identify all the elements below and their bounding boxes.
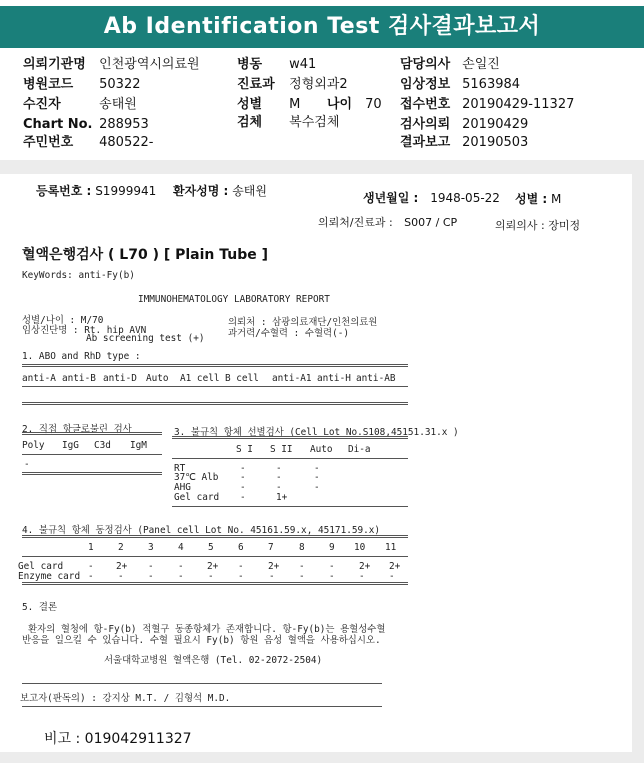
dob-row: [363, 189, 500, 206]
abo-col: anti-A: [22, 373, 56, 384]
dob-value: 1948-05-22: [430, 191, 500, 205]
sex-age-line: 성별/나이 : M/70: [22, 315, 104, 326]
screen-col: Auto: [310, 444, 333, 455]
rule: [172, 458, 408, 459]
header-label: 주민번호: [23, 135, 74, 150]
screen-cell: -: [276, 482, 282, 493]
s2-title: 2. 직접 항글로불린 검사: [22, 424, 132, 435]
header-value: 20190429-11327: [462, 97, 575, 112]
rule: [22, 454, 162, 455]
dat-col: IgM: [130, 440, 147, 451]
screen-cell: -: [240, 492, 246, 503]
panel-cell: -: [118, 571, 124, 582]
screen-row-name: 37℃ Alb: [174, 472, 219, 483]
panel-col: 8: [299, 542, 305, 553]
report-heading: IMMUNOHEMATOLOGY LABORATORY REPORT: [138, 294, 330, 305]
keywords: KeyWords: anti-Fy(b): [22, 270, 135, 281]
header-label: 접수번호: [400, 97, 451, 112]
patient-name-row: [173, 182, 267, 199]
right-margin-band: [632, 174, 644, 763]
panel-cell: -: [359, 571, 365, 582]
header-label: 담당의사: [400, 57, 451, 72]
panel-cell: -: [178, 561, 184, 572]
abo-col: A1 cell: [180, 373, 220, 384]
panel-cell: -: [88, 561, 94, 572]
rule: [22, 364, 408, 367]
patient-label: 환자성명 :: [173, 184, 229, 198]
header-label: 나이: [327, 97, 353, 112]
reg-label: 등록번호 :: [36, 184, 92, 198]
header-label: 검사의뢰: [400, 117, 451, 132]
panel-col: 2: [118, 542, 124, 553]
panel-cell: -: [208, 571, 214, 582]
note-label: 비고 :: [44, 731, 81, 747]
screen-cell: -: [314, 472, 320, 483]
panel-row-name: Gel card: [18, 561, 64, 572]
panel-col: 1: [88, 542, 94, 553]
screen-cell: -: [240, 482, 246, 493]
screen-cell: -: [240, 463, 246, 474]
doctor-row: [495, 217, 580, 233]
abo-col: anti-AB: [356, 373, 396, 384]
panel-cell: -: [299, 571, 305, 582]
header-value: 복수검체: [289, 115, 340, 130]
header-label: 병동: [237, 57, 263, 72]
dept-label: 의뢰처/진료과 :: [318, 216, 393, 229]
screen-cell: -: [314, 482, 320, 493]
rule: [22, 402, 408, 405]
abo-col: anti-H: [317, 373, 351, 384]
note-value: 019042911327: [84, 731, 192, 747]
panel-col: 11: [385, 542, 397, 553]
panel-cell: -: [329, 561, 335, 572]
screen-row-name: Gel card: [174, 492, 220, 503]
screen-col: Di-a: [348, 444, 371, 455]
screen-col: S II: [270, 444, 293, 455]
header-value: 288953: [99, 117, 149, 132]
rule: [22, 582, 408, 585]
panel-col: 6: [238, 542, 244, 553]
header-label: 수진자: [23, 97, 61, 112]
s5-title: 5. 결론: [22, 602, 58, 613]
header-label: 의뢰기관명: [23, 57, 86, 72]
abo-col: B cell: [225, 373, 259, 384]
panel-cell: 2+: [207, 561, 219, 572]
panel-cell: 2+: [389, 561, 401, 572]
rule: [172, 506, 408, 507]
panel-cell: 2+: [359, 561, 371, 572]
header-value: 50322: [99, 77, 141, 92]
panel-cell: 2+: [116, 561, 128, 572]
panel-cell: -: [88, 571, 94, 582]
diagnosis-line: 임상진단명 : Rt. hip AVN: [22, 325, 147, 336]
panel-col: 9: [329, 542, 335, 553]
report-title: Ab Identification Test 검사결과보고서: [0, 6, 644, 48]
header-label: 성별: [237, 97, 263, 112]
header-row-clinical-info: [400, 76, 520, 93]
header-row-specimen: [237, 114, 339, 131]
dob-label: 생년월일 :: [363, 191, 419, 205]
screening-line: Ab screening test (+): [86, 333, 205, 344]
panel-cell: -: [329, 571, 335, 582]
screen-cell: -: [276, 472, 282, 483]
institution-line: 서울대학교병원 혈액은행 (Tel. 02-2072-2504): [104, 655, 323, 666]
header-value: 70: [365, 97, 382, 112]
header-row-patient: [23, 96, 137, 113]
dept-value: S007 / CP: [404, 216, 458, 229]
abo-col: anti-B: [62, 373, 96, 384]
dept-row: [318, 214, 457, 230]
history-line: 과거력/수혈력 : 수혈력(-): [228, 328, 350, 339]
screen-cell: 1+: [276, 492, 288, 503]
doctor-value: 장미정: [548, 219, 581, 232]
header-row-age: [327, 96, 382, 113]
header-value: 5163984: [462, 77, 521, 92]
header-value: 20190503: [462, 135, 529, 150]
header-label: 결과보고: [400, 135, 451, 150]
header-label: 진료과: [237, 77, 275, 92]
dat-col: Poly: [22, 440, 45, 451]
header-row-hospital-code: [23, 76, 141, 93]
rule: [22, 432, 162, 435]
panel-cell: -: [389, 571, 395, 582]
abo-col: anti-A1: [272, 373, 312, 384]
screen-row-name: AHG: [174, 482, 191, 493]
header-value: 송태원: [99, 97, 137, 112]
s1-title: 1. ABO and RhD type :: [22, 351, 141, 362]
conclusion-line-2: 반응을 일으킬 수 있습니다. 수혈 필요시 Fy(b) 항원 음성 혈액을 사용하십시오.: [22, 635, 381, 646]
section-separator: [0, 160, 644, 174]
header-row-department: [237, 76, 348, 93]
rule: [22, 386, 408, 387]
header-label: 검체: [237, 115, 263, 130]
header-row-institution: [23, 56, 200, 73]
header-row-sex: [237, 96, 300, 113]
header-row-resident-no: [23, 134, 153, 151]
header-row-chart-no: [23, 116, 149, 133]
header-row-ward: [237, 56, 316, 73]
client-line: 의뢰처 : 삼광의료재단/인천의료원: [228, 317, 378, 328]
panel-col: 7: [268, 542, 274, 553]
rule: [172, 436, 408, 439]
header-value: 인천광역시의료원: [99, 57, 200, 72]
doctor-label: 의뢰의사 :: [495, 219, 545, 232]
panel-col: 5: [208, 542, 214, 553]
panel-cell: -: [238, 561, 244, 572]
header-label: 병원코드: [23, 77, 74, 92]
panel-cell: 2+: [268, 561, 280, 572]
screen-row-name: RT: [174, 463, 186, 474]
s4-title: 4. 불규칙 항체 동정검사 (Panel cell Lot No. 45161.59.x, 45171.59.x): [22, 525, 381, 536]
abo-col: Auto: [146, 373, 169, 384]
panel-col: 4: [178, 542, 184, 553]
header-value: w41: [289, 57, 317, 72]
panel-cell: -: [148, 561, 154, 572]
screen-cell: -: [314, 463, 320, 474]
rule: [22, 472, 162, 475]
sex-value: M: [551, 192, 562, 206]
dat-col: IgG: [62, 440, 79, 451]
panel-cell: -: [299, 561, 305, 572]
registration-row: [36, 182, 156, 199]
rule: [22, 535, 408, 538]
panel-cell: -: [238, 571, 244, 582]
screen-cell: -: [240, 472, 246, 483]
test-title: 혈액은행검사 ( L70 ) [ Plain Tube ]: [22, 247, 269, 263]
dat-col: C3d: [94, 440, 111, 451]
sex-row: [515, 190, 561, 207]
panel-cell: -: [178, 571, 184, 582]
reg-number: S1999941: [95, 184, 157, 198]
header-row-attending: [400, 56, 500, 73]
rule: [22, 556, 408, 557]
panel-col: 10: [354, 542, 366, 553]
header-value: 480522-: [99, 135, 154, 150]
header-value: 정형외과2: [289, 77, 348, 92]
header-row-result-report: [400, 134, 528, 151]
screen-col: S I: [236, 444, 253, 455]
header-label: 임상정보: [400, 77, 451, 92]
rule: [22, 706, 382, 707]
header-row-receipt-no: [400, 96, 574, 113]
header-row-test-request: [400, 116, 528, 133]
sex-label: 성별 :: [515, 192, 548, 206]
abo-col: anti-D: [103, 373, 137, 384]
header-value: M: [289, 97, 301, 112]
conclusion-line-1: 환자의 혈청에 항-Fy(b) 적혈구 동종항체가 존재합니다. 항-Fy(b)는 용혈성수혈: [28, 624, 386, 635]
patient-name: 송태원: [232, 184, 267, 198]
panel-row-name: Enzyme card: [18, 571, 81, 582]
note-row: [44, 728, 192, 748]
reporter-line: 보고자(판독의) : 강지상 M.T. / 김형석 M.D.: [20, 693, 231, 704]
bottom-margin-band: [0, 752, 644, 763]
rule: [22, 683, 382, 684]
s3-title: 3. 불규칙 항체 선별검사 (Cell Lot No.S108,45151.31.x ): [174, 427, 459, 438]
screen-cell: -: [276, 463, 282, 474]
panel-cell: -: [148, 571, 154, 582]
header-label: Chart No.: [23, 117, 93, 132]
panel-col: 3: [148, 542, 154, 553]
header-value: 20190429: [462, 117, 529, 132]
dat-value: -: [24, 459, 30, 470]
panel-cell: -: [269, 571, 275, 582]
header-value: 손일진: [462, 57, 500, 72]
